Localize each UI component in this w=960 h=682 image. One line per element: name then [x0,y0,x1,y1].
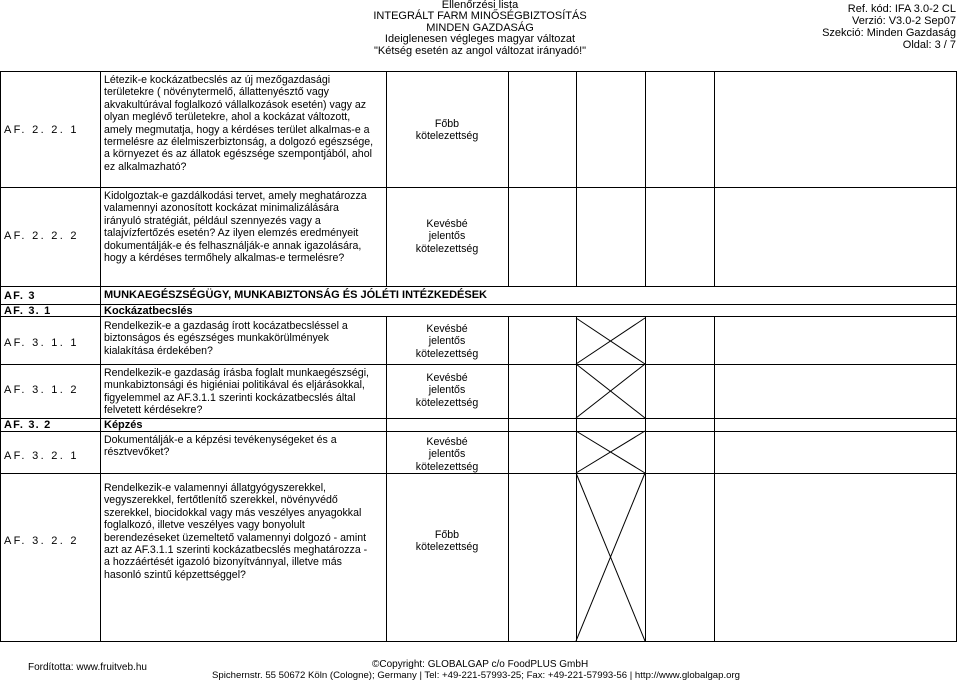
obligation-line: jelentős [428,384,466,397]
obligation-level [388,218,506,255]
obligation-line: kötelezettség [415,242,479,255]
obligation-level [388,529,506,554]
header-right [716,3,956,51]
section-code: AF. 3 [4,290,36,302]
question-line: irányuló stratégiát, például szennyezés vagy a [104,214,321,227]
header-center [330,0,630,57]
row-code: AF. 3. 2. 2 [4,535,79,547]
col-divider-obligation-a [508,71,509,287]
header-subtitle: INTEGRÁLT FARM MINŐSÉGBIZTOSÍTÁS [373,10,587,23]
question-text [104,74,373,173]
obligation-line: Főbb [434,118,460,130]
row-code: AF. 3. 2. 1 [4,450,79,462]
row-border-7 [0,431,957,432]
col-divider-3a [714,71,715,287]
table-border-right [956,71,957,642]
row-border-5 [0,364,957,365]
question-line: a hozzáértését igazoló bizonyítvánnyal, illetve más [104,556,342,569]
subsection-title: Kockázatbecslés [104,305,193,317]
row-code: AF. 3. 1. 2 [4,384,79,396]
question-line: amely megmutatja, hogy a kérdéses terület alkalmas-e a [104,123,370,136]
obligation-line: kötelezettség [415,130,479,143]
header-title: Ellenőrzési lista [441,0,519,11]
footer-copyright: ©Copyright: GLOBALGAP c/o FoodPLUS GmbH [372,659,589,670]
obligation-line: jelentős [428,230,466,243]
col-divider-1a [576,71,577,287]
obligation-line: kötelezettség [415,460,479,473]
question-line: Kidolgoztak-e gazdálkodási tervet, amely meghatározza [104,190,367,202]
version: Verzió: V3.0-2 Sep07 [852,15,956,27]
row-border-1 [0,187,957,188]
question-line: ez alkalmazható? [104,160,187,173]
question-line: a környezet és az állatok egészsége szempontjából, ahol [104,148,372,161]
header-version-note: Ideiglenesen végleges magyar változat [384,33,576,46]
obligation-line: Kevésbé [426,323,468,335]
section: Szekció: Minden Gazdaság [822,27,956,39]
subsection-code: AF. 3. 1 [4,305,52,317]
obligation-line: Kevésbé [426,436,468,448]
question-line: akvakultúrával foglalkozó vállalkozások esetén) vagy az [104,98,367,111]
col-divider-question-a [386,71,387,287]
question-line: hasonló szintű képzettséggel? [104,568,246,581]
question-line: Dokumentálják-e a képzési tevékenységeket és a [104,434,337,446]
question-text [104,482,367,581]
obligation-level [388,436,506,473]
row-code: AF. 2. 2. 1 [4,124,79,136]
question-text [104,190,367,264]
obligation-line: Kevésbé [426,372,468,384]
question-line: résztvevőket? [104,446,170,459]
row-code: AF. 2. 2. 2 [4,230,79,242]
ref-code: Ref. kód: IFA 3.0-2 CL [847,3,956,15]
question-line: területekre ( növénytermelő, állattenyésztő vagy [104,86,329,99]
question-line: figyelemmel az AF.3.1.1 szerinti kockázatbecslés által [104,391,356,404]
obligation-line: Kevésbé [426,218,468,230]
row-code: AF. 3. 1. 1 [4,337,79,349]
question-line: vegyszerekkel, fertőtlenítő szerekkel, növényvédő [104,494,338,507]
header-scope: MINDEN GAZDASÁG [426,21,534,34]
question-line: Rendelkezik-e a gazdaság írott kocázatbecsléssel a [104,320,348,332]
obligation-line: jelentős [428,335,466,348]
page-number: Oldal: 3 / 7 [902,39,956,51]
question-line: felvetett kérdésekre? [104,404,203,417]
question-line: Rendelkezik-e valamennyi állatgyógyszerekkel, [104,482,326,494]
question-line: termelésre az élelmiszerbiztonság, a dolgozó egészsége, [104,136,374,149]
question-line: dokumentálják-e és felhasználják-e annak igazolására, [104,239,362,252]
obligation-line: jelentős [428,448,466,461]
obligation-level [388,372,506,409]
question-line: azt az AF.3.1.1 szerinti kockázatbecslés meghatározza - [104,544,368,557]
question-line: valamennyi azonosított kockázat minimalizálására [104,202,339,215]
question-line: Rendelkezik-e gazdaság írásba foglalt munkaegészségi, [104,367,369,379]
question-line: kialakítása érdekében? [104,344,213,357]
question-line: olyan meglévő területekre, ahol a kockázat változott, [104,111,351,124]
col-divider-2a [645,71,646,287]
obligation-level [388,118,506,143]
subsection-code: AF. 3. 2 [4,419,52,431]
table-border-left [0,71,1,642]
question-line: foglalkozó, illetve veszélyes vagy bonyolult [104,519,305,532]
footer-translator: Fordította: www.fruitveb.hu [28,662,147,673]
question-line: berendezéseket üzemeltető valamennyi dolgozó - amint [104,531,367,544]
question-line: biztonságos és egészséges munkakörülmények [104,332,329,345]
question-line: Létezik-e kockázatbecslés az új mezőgazdasági [104,74,331,86]
header-disclaimer: "Kétség esetén az angol változat irányadó!" [373,44,587,57]
row-border-2 [0,286,957,287]
question-line: hogy a kérdéses termőhely alkalmas-e termelésre? [104,252,345,265]
section-title: MUNKAEGÉSZSÉGÜGY, MUNKABIZTONSÁG ÉS JÓLÉTI INTÉZKEDÉSEK [104,289,488,301]
question-text [104,320,348,357]
row-border-top [0,71,957,72]
question-line: szerekkel, biocidokkal vagy más veszélyes anyagokkal [104,506,362,519]
obligation-line: kötelezettség [415,347,479,360]
question-text [104,367,369,417]
footer-address: Spichernstr. 55 50672 Köln (Cologne); Germany | Tel: +49-221-57993-25; Fax: +49-221-57993-56 | http://www.globalgap.org [212,670,740,681]
crossed-cells-icon [508,317,715,642]
obligation-line: Főbb [434,529,460,541]
question-line: munkabiztonsági és higiéniai politikával és eljárásokkal, [104,379,365,392]
question-line: talajvízfertőzés esetén? Az ilyen elemzés eredményeit [104,227,359,240]
obligation-level [388,323,506,360]
obligation-line: kötelezettség [415,541,479,554]
col-divider-code [100,71,101,642]
question-text [104,434,337,459]
row-border-6 [0,418,957,419]
obligation-line: kötelezettség [415,396,479,409]
subsection-title: Képzés [104,419,143,431]
row-border-bottom [0,641,957,642]
